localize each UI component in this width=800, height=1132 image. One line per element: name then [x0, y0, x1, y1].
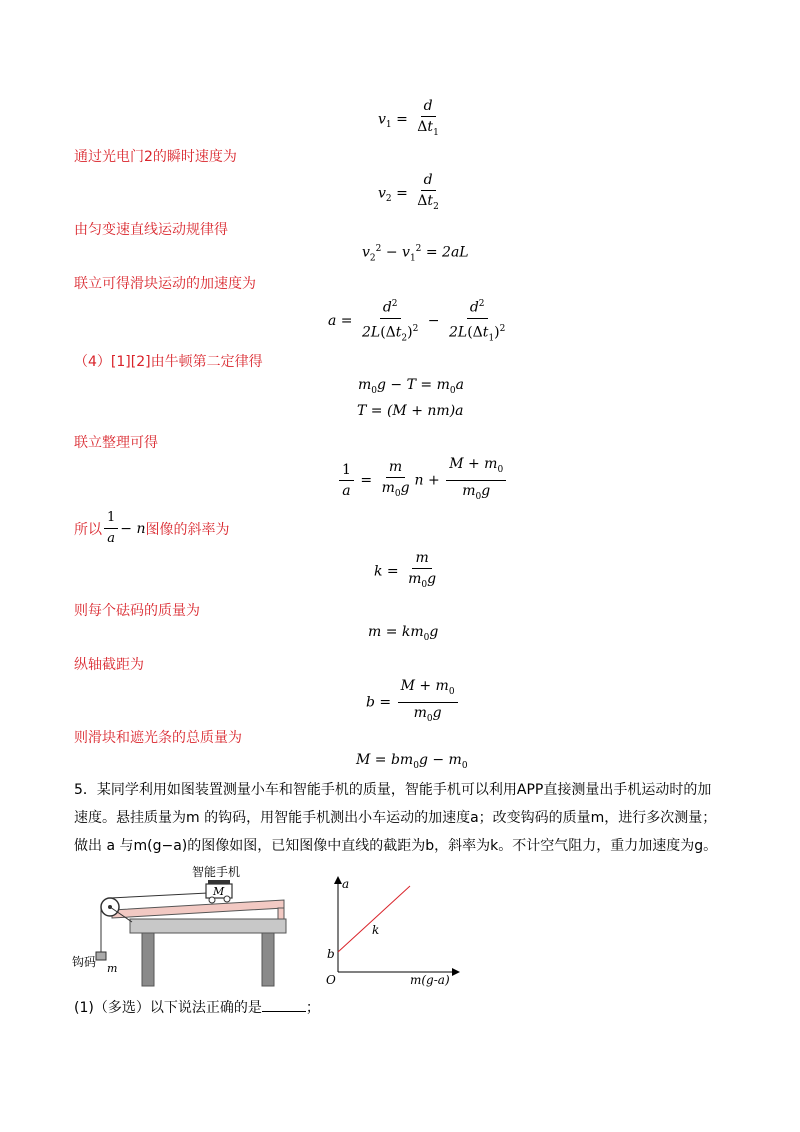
intercept-label: b — [327, 947, 335, 961]
weight-label: 钩码 — [72, 955, 97, 969]
equation-newton2: T = (M + nm)a — [357, 403, 464, 419]
hanging-weight — [96, 952, 106, 960]
problem5-line3: 做出 a 与m(g−a)的图像如图，已知图像中直线的截距为b，斜率为k。不计空气阻力，重力加速度为g。 — [74, 838, 718, 854]
equation-acceleration: a = $\frac{d^2}{2L(\Delta t_2)^2}$ − $\frac{d^2}{2L(\Delta t_1)^2}$ — [328, 296, 510, 346]
weight-mass-label: m — [107, 962, 118, 975]
table-top — [130, 919, 286, 933]
table-leg-right — [262, 933, 274, 986]
step-accel: 联立可得滑块运动的加速度为 — [74, 276, 256, 292]
y-axis-label: a — [342, 877, 350, 891]
apparatus-figure — [72, 862, 302, 992]
equation-total-mass: $M = bm_0g - m_0$ — [356, 752, 468, 771]
slope-label: k — [372, 923, 380, 937]
cart-label: M — [213, 885, 225, 898]
question-1 — [74, 996, 320, 1020]
slope-n: − n — [120, 520, 146, 537]
step-total-mass: 则滑块和遮光条的总质量为 — [74, 730, 242, 746]
equation-intercept: b = $\frac{M + m_0}{m_0g}$ — [366, 678, 460, 727]
phone — [208, 880, 230, 884]
x-axis-label: m(g-a) — [410, 973, 450, 987]
step-intercept: 纵轴截距为 — [74, 657, 144, 673]
step-slope — [74, 510, 229, 547]
step-kinematics: 由匀变速直线运动规律得 — [74, 222, 228, 238]
equation-newton1: $m_0g - T = m_0a$ — [358, 377, 464, 396]
table-leg-left — [142, 933, 154, 986]
step-mass-each: 则每个砝码的质量为 — [74, 603, 200, 619]
equation-slope: k = $\frac{m}{m_0g}$ — [374, 550, 437, 590]
data-line — [338, 886, 410, 952]
board-support — [278, 908, 284, 919]
question-1-end: ； — [305, 1000, 320, 1016]
step-gate2-speed: 通过光电门2的瞬时速度为 — [74, 149, 237, 165]
problem5-line1: 5．某同学利用如图装置测量小车和智能手机的质量，智能手机可以利用APP直接测量出手机运动时的加 — [74, 782, 712, 798]
step-slope-post: 图像的斜率为 — [145, 521, 230, 538]
string-horizontal — [110, 893, 208, 898]
problem5-line2: 速度。悬挂质量为m 的钩码，用智能手机测出小车运动的加速度a；改变钩码的质量m，进行多次测量； — [74, 810, 717, 826]
slope-fraction: $\frac{1}{a}$ — [104, 510, 118, 547]
equation-mass-each: $m = km_0g$ — [368, 624, 439, 643]
equation-rearranged: $\frac{1}{a}$ = $\frac{m}{m_0g}$ n + $\frac{M + m_0}{m_0g}$ — [337, 456, 508, 505]
answer-blank[interactable] — [262, 997, 306, 1012]
equation-v1: $v_1$ = $\frac{d}{\Delta t_1}$ — [378, 98, 439, 138]
origin-label: O — [326, 973, 336, 987]
step-part4: （4）[1][2]由牛顿第二定律得 — [74, 354, 263, 370]
question-1-text: (1)（多选）以下说法正确的是 — [74, 1000, 262, 1016]
equation-kinematics: $v_2^2 - v_1^2 = 2aL$ — [362, 244, 469, 264]
incline-board — [112, 900, 284, 918]
step-rearrange: 联立整理可得 — [74, 435, 158, 451]
graph-figure — [318, 872, 468, 990]
equation-v2: $v_2$ = $\frac{d}{\Delta t_2}$ — [378, 172, 439, 212]
step-slope-pre: 所以 — [74, 521, 102, 538]
phone-label: 智能手机 — [192, 865, 241, 879]
